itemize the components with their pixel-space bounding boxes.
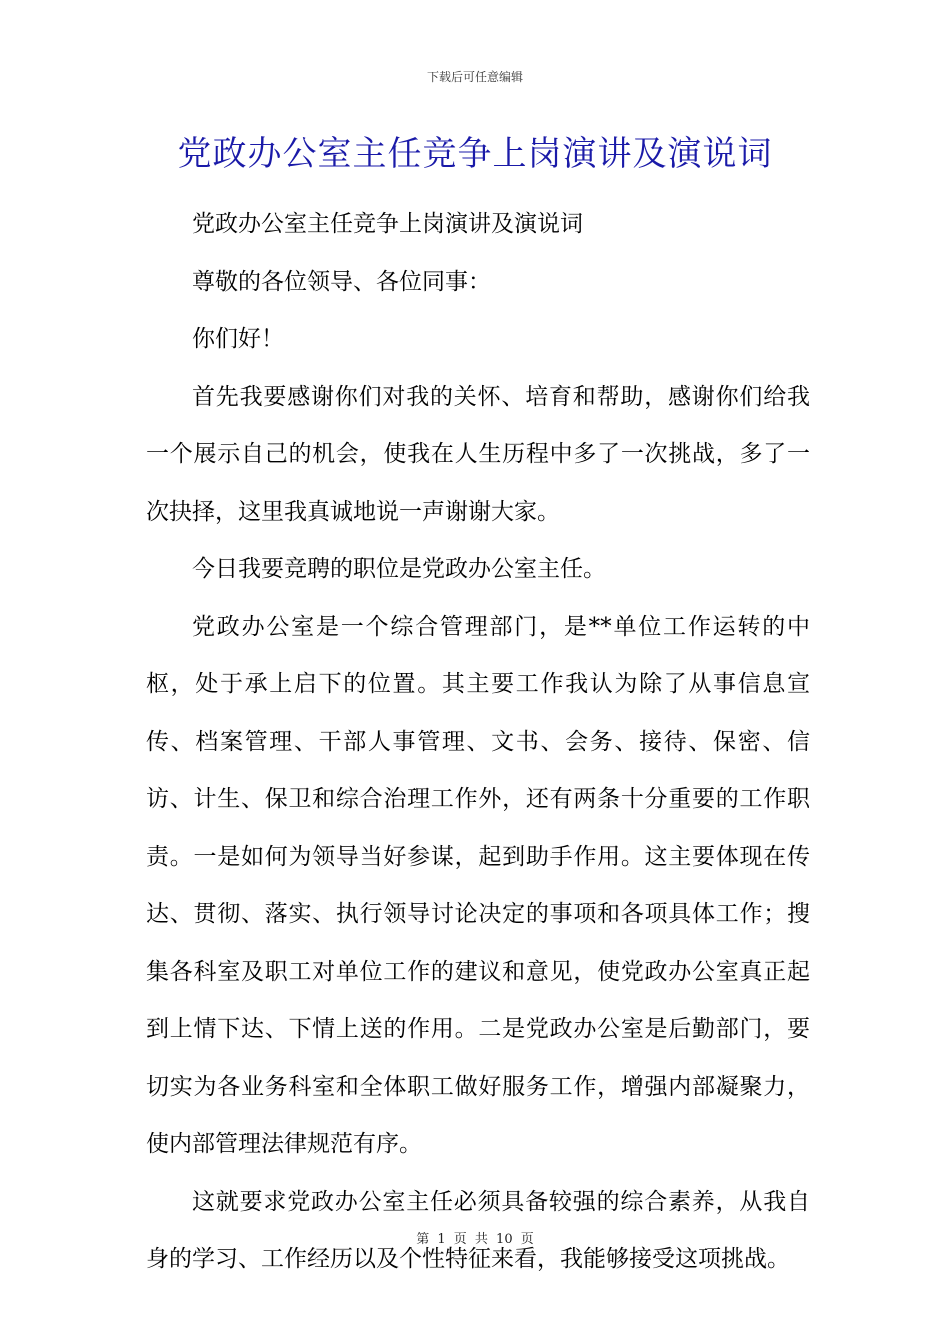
paragraph-position: 今日我要竞聘的职位是党政办公室主任。 — [192, 556, 606, 582]
paragraph-subtitle: 党政办公室主任竞争上岗演讲及演说词 — [192, 211, 583, 237]
paragraph-qualification: 这就要求党政办公室主任必须具备较强的综合素养，从我自身的学习、工作经历以及个性特征来看，我能够接受这项挑战。 — [146, 1188, 810, 1272]
document-title: 党政办公室主任竞争上岗演讲及演说词 — [177, 134, 773, 174]
paragraph-salutation: 尊敬的各位领导、各位同事： — [192, 268, 491, 295]
page-footer: 第 1 页 共 10 页 — [416, 1232, 534, 1247]
document-body — [146, 196, 810, 1289]
paragraph-office-duties: 党政办公室是一个综合管理部门，是**单位工作运转的中枢，处于承上启下的位置。其主要工作我认为除了从事信息宣传、档案管理、干部人事管理、文书、会务、接待、保密、信访、计生、保卫和综合治理工作外，还有两条十分重要的工作职责。一是如何为领导当好参谋，起到助手作用。这主要体现在传达、贯彻、落实、执行领导讨论决定的事项和各项具体工作；搜集各科室及职工对单位工作的建议和意见，使党政办公室真正起到上情下达、下情上送的作用。二是党政办公室是后勤部门，要切实为各业务科室和全体职工做好服务工作，增强内部凝聚力，使内部管理法律规范有序。 — [146, 613, 810, 1157]
header-note: 下载后可任意编辑 — [426, 70, 523, 84]
paragraph-greeting: 你们好！ — [192, 326, 284, 352]
paragraph-thanks: 首先我要感谢你们对我的关怀、培育和帮助，感谢你们给我一个展示自己的机会，使我在人生历程中多了一次挑战，多了一次抉择，这里我真诚地说一声谢谢大家。 — [146, 383, 810, 525]
